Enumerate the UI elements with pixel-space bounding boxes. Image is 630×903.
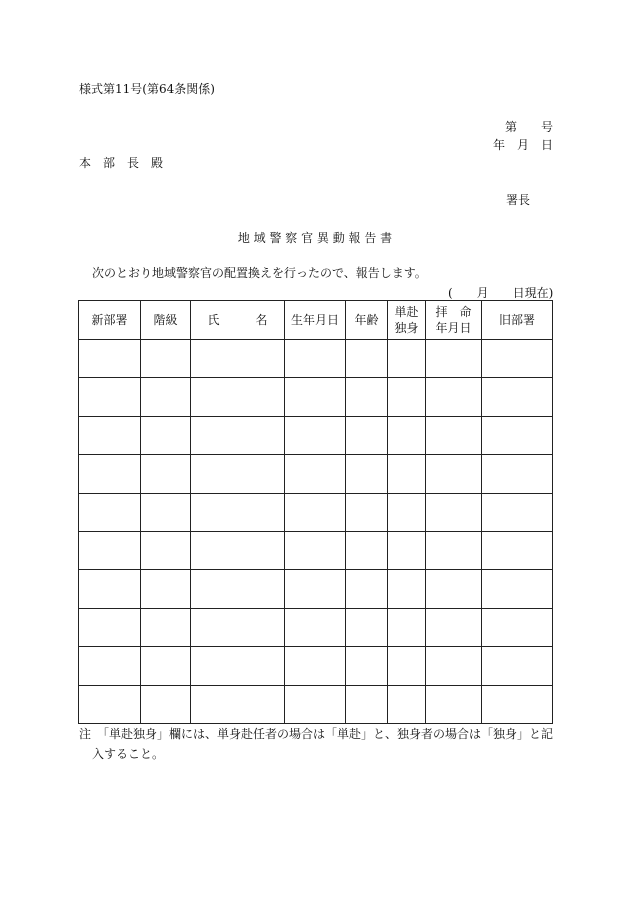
note-line-1: 注 「単赴独身」欄には、単身赴任者の場合は「単赴」と、独身者の場合は「独身」と記 xyxy=(79,727,554,741)
cell-new-post[interactable] xyxy=(79,493,141,531)
as-of-date: ( 月 日現在) xyxy=(448,286,554,300)
cell-single-status[interactable] xyxy=(388,378,426,416)
cell-single-status[interactable] xyxy=(388,531,426,569)
cell-old-post[interactable] xyxy=(482,570,553,608)
cell-new-post[interactable] xyxy=(79,531,141,569)
cell-birth-date[interactable] xyxy=(285,340,346,378)
cell-single-status[interactable] xyxy=(388,608,426,646)
cell-age[interactable] xyxy=(346,647,388,685)
document-title: 地 域 警 察 官 異 動 報 告 書 xyxy=(237,231,393,245)
header-name: 氏 名 xyxy=(191,301,285,340)
cell-birth-date[interactable] xyxy=(285,416,346,454)
cell-single-status[interactable] xyxy=(388,493,426,531)
cell-birth-date[interactable] xyxy=(285,685,346,723)
cell-rank[interactable] xyxy=(141,416,191,454)
cell-new-post[interactable] xyxy=(79,378,141,416)
header-single-status: 単赴 独身 xyxy=(388,301,426,340)
header-birth-date: 生年月日 xyxy=(285,301,346,340)
cell-name[interactable] xyxy=(191,340,285,378)
document-date: 年 月 日 xyxy=(493,138,554,152)
header-rank: 階級 xyxy=(141,301,191,340)
table-row xyxy=(79,455,553,493)
cell-single-status[interactable] xyxy=(388,685,426,723)
cell-birth-date[interactable] xyxy=(285,378,346,416)
cell-rank[interactable] xyxy=(141,493,191,531)
table-row xyxy=(79,608,553,646)
cell-age[interactable] xyxy=(346,570,388,608)
cell-birth-date[interactable] xyxy=(285,531,346,569)
cell-new-post[interactable] xyxy=(79,570,141,608)
header-new-post: 新部署 xyxy=(79,301,141,340)
cell-appointment-date[interactable] xyxy=(426,416,482,454)
cell-appointment-date[interactable] xyxy=(426,608,482,646)
cell-single-status[interactable] xyxy=(388,416,426,454)
cell-appointment-date[interactable] xyxy=(426,493,482,531)
cell-old-post[interactable] xyxy=(482,340,553,378)
cell-single-status[interactable] xyxy=(388,647,426,685)
sender: 署長 xyxy=(506,193,531,207)
cell-rank[interactable] xyxy=(141,531,191,569)
table-row xyxy=(79,685,553,723)
cell-new-post[interactable] xyxy=(79,685,141,723)
transfer-table xyxy=(78,300,553,724)
cell-name[interactable] xyxy=(191,416,285,454)
cell-name[interactable] xyxy=(191,570,285,608)
cell-new-post[interactable] xyxy=(79,455,141,493)
cell-appointment-date[interactable] xyxy=(426,685,482,723)
header-appointment-date: 拝 命 年月日 xyxy=(426,301,482,340)
cell-age[interactable] xyxy=(346,685,388,723)
cell-old-post[interactable] xyxy=(482,416,553,454)
cell-rank[interactable] xyxy=(141,647,191,685)
table-row xyxy=(79,493,553,531)
cell-old-post[interactable] xyxy=(482,531,553,569)
document-number: 第 号 xyxy=(505,120,554,134)
form-number: 様式第11号(第64条関係) xyxy=(79,82,215,96)
cell-single-status[interactable] xyxy=(388,570,426,608)
cell-name[interactable] xyxy=(191,685,285,723)
cell-appointment-date[interactable] xyxy=(426,455,482,493)
cell-name[interactable] xyxy=(191,455,285,493)
cell-age[interactable] xyxy=(346,340,388,378)
cell-birth-date[interactable] xyxy=(285,455,346,493)
cell-old-post[interactable] xyxy=(482,685,553,723)
table-row xyxy=(79,378,553,416)
cell-appointment-date[interactable] xyxy=(426,647,482,685)
cell-single-status[interactable] xyxy=(388,455,426,493)
cell-old-post[interactable] xyxy=(482,608,553,646)
cell-appointment-date[interactable] xyxy=(426,378,482,416)
cell-rank[interactable] xyxy=(141,378,191,416)
header-age: 年齢 xyxy=(346,301,388,340)
cell-appointment-date[interactable] xyxy=(426,570,482,608)
cell-birth-date[interactable] xyxy=(285,493,346,531)
cell-new-post[interactable] xyxy=(79,416,141,454)
table-row xyxy=(79,340,553,378)
header-old-post: 旧部署 xyxy=(482,301,553,340)
cell-age[interactable] xyxy=(346,531,388,569)
table-row xyxy=(79,570,553,608)
cell-age[interactable] xyxy=(346,378,388,416)
table-row xyxy=(79,416,553,454)
cell-age[interactable] xyxy=(346,416,388,454)
note-line-2: 入すること。 xyxy=(92,747,165,761)
cell-rank[interactable] xyxy=(141,608,191,646)
cell-age[interactable] xyxy=(346,493,388,531)
cell-name[interactable] xyxy=(191,378,285,416)
cell-rank[interactable] xyxy=(141,685,191,723)
table-row xyxy=(79,531,553,569)
cell-name[interactable] xyxy=(191,531,285,569)
cell-new-post[interactable] xyxy=(79,340,141,378)
table-body xyxy=(79,340,553,724)
intro-text: 次のとおり地域警察官の配置換えを行ったので、報告します。 xyxy=(92,266,427,280)
cell-age[interactable] xyxy=(346,455,388,493)
cell-age[interactable] xyxy=(346,608,388,646)
cell-new-post[interactable] xyxy=(79,608,141,646)
cell-rank[interactable] xyxy=(141,570,191,608)
cell-appointment-date[interactable] xyxy=(426,531,482,569)
cell-appointment-date[interactable] xyxy=(426,340,482,378)
cell-name[interactable] xyxy=(191,647,285,685)
cell-old-post[interactable] xyxy=(482,493,553,531)
cell-rank[interactable] xyxy=(141,340,191,378)
cell-single-status[interactable] xyxy=(388,340,426,378)
cell-birth-date[interactable] xyxy=(285,608,346,646)
cell-birth-date[interactable] xyxy=(285,647,346,685)
cell-old-post[interactable] xyxy=(482,647,553,685)
table-header-row xyxy=(79,301,553,340)
cell-rank[interactable] xyxy=(141,455,191,493)
cell-old-post[interactable] xyxy=(482,378,553,416)
cell-name[interactable] xyxy=(191,608,285,646)
table-row xyxy=(79,647,553,685)
cell-birth-date[interactable] xyxy=(285,570,346,608)
addressee: 本 部 長 殿 xyxy=(79,156,164,170)
cell-new-post[interactable] xyxy=(79,647,141,685)
cell-old-post[interactable] xyxy=(482,455,553,493)
cell-name[interactable] xyxy=(191,493,285,531)
